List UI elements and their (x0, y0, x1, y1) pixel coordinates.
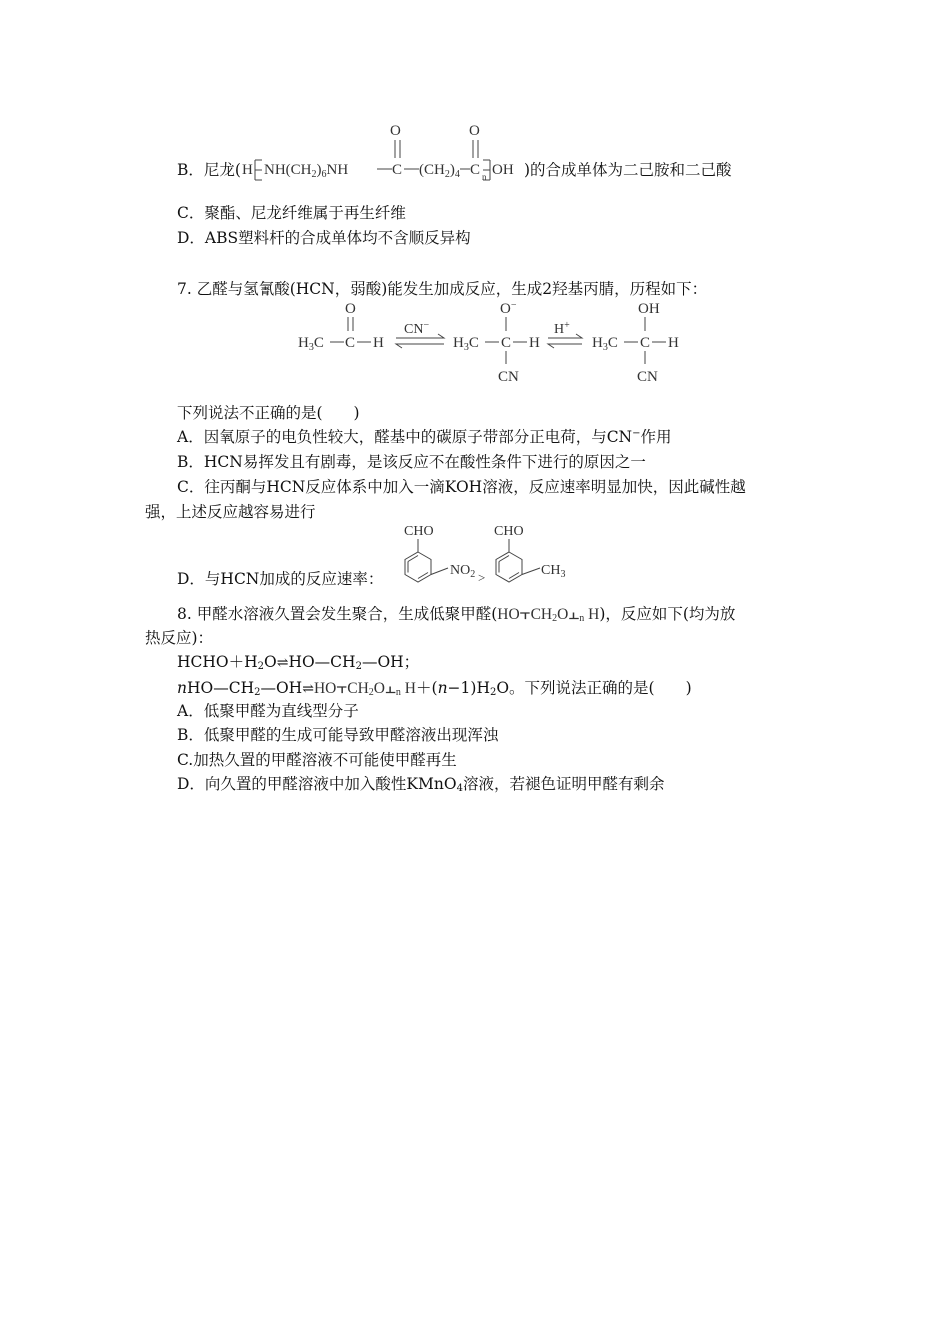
q6-option-d: D．ABS塑料杆的合成单体均不含顺反异构 (177, 229, 471, 247)
scheme-h-plus: H+ (554, 320, 570, 337)
nylon-oh: OH (492, 162, 514, 178)
q7-ask: 下列说法不正确的是( ) (177, 404, 360, 422)
q7-option-a-text: A．因氧原子的电负性较大，醛基中的碳原子带部分正电荷，与CN (177, 428, 633, 446)
scheme-cn-minus: CN− (404, 320, 430, 337)
ring1-no2: $NO_2$ (450, 563, 476, 580)
nylon-carbonyl-o2: O (469, 123, 480, 139)
eq2-equilibrium-arrow: ⇌ (302, 681, 314, 697)
eq2-poly-sub: 2 (368, 687, 374, 698)
poly-ch: CH (530, 606, 553, 623)
nylon-ch2-4: $(CH_2)_4$ (419, 162, 460, 180)
scheme-h-3: H (668, 335, 679, 351)
ring2-double-bonds (499, 556, 519, 579)
scheme-c-3: C (640, 335, 651, 351)
scheme-h3c-2: $H_3C$ (453, 335, 479, 353)
eq2-poly-ch: CH (347, 680, 369, 697)
scheme-cn-2: CN (637, 369, 658, 385)
ring1-double-bonds (408, 556, 428, 579)
eq2-water: −1)H (447, 679, 490, 697)
scheme-c-1: C (345, 335, 356, 351)
q8-option-d-end: 溶液，若褪色证明甲醛有剩余 (462, 775, 665, 793)
ring2-hexagon (496, 552, 522, 582)
scheme-double-bond (348, 317, 353, 331)
q6-option-b-suffix: )的合成单体为二己胺和二己酸 (524, 161, 732, 179)
q8-option-b: B．低聚甲醛的生成可能导致甲醛溶液出现浑浊 (177, 726, 499, 744)
ring2-ch3-bond (522, 568, 540, 575)
q7-option-a-end: 作用 (640, 428, 672, 446)
eq2-sub: 2 (254, 687, 261, 698)
scheme-oh: OH (638, 301, 660, 317)
comparison-greater-than: > (478, 570, 486, 585)
eq1-sub: 2 (257, 661, 264, 672)
eq2-poly-right-bracket: ⫠ (385, 677, 396, 697)
ring2-ch3: $CH_3$ (541, 563, 566, 580)
eq1-sub-2: 2 (355, 661, 362, 672)
scheme-arrow-back-2 (548, 344, 582, 348)
nylon-carbonyl-c1: C (392, 162, 403, 178)
eq2-poly-n: n (395, 687, 401, 698)
nylon-carbonyl-c2: C (470, 162, 481, 178)
q8-option-a: A．低聚甲醛为直线型分子 (177, 702, 359, 720)
ring1-cho: CHO (404, 524, 434, 539)
scheme-cn-1: CN (498, 369, 519, 385)
nylon-nh-ch2: $NH(CH_2)_6NH$ (264, 162, 349, 180)
scheme-h3c-1: $H_3C$ (298, 335, 324, 353)
q7-option-c-line1: C．往丙酮与HCN反应体系中加入一滴KOH溶液，反应速率明显加快，因此碱性越 (177, 478, 746, 496)
q6-option-b-prefix: B．尼龙( (177, 161, 241, 179)
q8-option-d-text: D．向久置的甲醛溶液中加入酸性KMnO (177, 775, 457, 793)
polyoxymethylene-formula (497, 603, 600, 624)
eq2-poly-h: H (404, 680, 416, 697)
poly-sub-2: 2 (552, 613, 558, 624)
eq2-plus: ＋( (416, 679, 438, 697)
ring1-no2-bond (431, 568, 448, 575)
nylon-left-bracket (255, 160, 262, 180)
poly-o: O (557, 606, 569, 623)
scheme-arrow-back-1 (396, 344, 444, 348)
scheme-h-1: H (373, 335, 384, 351)
q8-stem-end: )，反应如下(均为放 (599, 605, 736, 623)
eq2-ask: O。下列说法正确的是( ) (496, 679, 692, 697)
poly-right-bracket: ⫠ (568, 603, 580, 623)
nylon-n: n (482, 172, 487, 182)
q8-equation-2 (177, 677, 692, 699)
q8-equation-1 (177, 652, 419, 673)
scheme-c-2: C (501, 335, 512, 351)
scheme-o-1: O (345, 301, 356, 317)
q8-option-d-sub: 4 (456, 783, 463, 794)
ring1-hexagon (405, 552, 431, 582)
nylon-structure (242, 118, 542, 188)
nylon-carbonyl-o1: O (390, 123, 401, 139)
eq2-n-2: n (437, 679, 448, 697)
eq2-water-sub: 2 (489, 687, 497, 698)
poly-h: H (588, 606, 600, 623)
q7-option-a-sup: − (632, 428, 641, 439)
eq2-polymer (313, 677, 416, 698)
eq2-poly-o: O (373, 680, 385, 697)
eq1-product: HO—CH (288, 653, 356, 671)
q7-reaction-scheme (298, 298, 698, 388)
eq2-poly-left-bracket: ⫟ (336, 677, 348, 697)
eq1-equilibrium-arrow: ⇌ (276, 655, 289, 671)
q7-stem: 7. 乙醛与氢氰酸(HCN，弱酸)能发生加成反应，生成2羟基丙腈，历程如下： (177, 280, 708, 298)
poly-n: n (579, 613, 585, 624)
poly-ho: HO (497, 606, 520, 623)
eq1-product-end: —OH； (361, 653, 420, 671)
q7-option-c-line2: 强，上述反应越容易进行 (145, 503, 316, 521)
nylon-double-bond-2 (473, 140, 478, 158)
q8-option-d (177, 774, 664, 794)
q8-stem-line2: 热反应)： (145, 629, 214, 647)
q7-option-d: D．与HCN加成的反应速率： (177, 570, 384, 588)
scheme-h-2: H (529, 335, 540, 351)
q8-stem-line1 (177, 603, 735, 625)
eq1-o: O (264, 653, 277, 671)
q8-stem-text: 8. 甲醛水溶液久置会发生聚合，生成低聚甲醛( (177, 605, 498, 623)
q6-option-c: C．聚酯、尼龙纤维属于再生纤维 (177, 204, 406, 222)
eq2-reactant: HO—CH (186, 679, 255, 697)
q7-benzaldehyde-comparison (398, 518, 588, 588)
q6-option-b (177, 160, 241, 180)
scheme-h3c-3: $H_3C$ (592, 335, 618, 353)
eq1-reactants: HCHO＋H (177, 653, 258, 671)
q8-option-c: C.加热久置的甲醛溶液不可能使甲醛再生 (177, 751, 457, 769)
eq2-reactant-end: —OH (260, 679, 303, 697)
nylon-h: H (242, 162, 253, 178)
nylon-double-bond-1 (395, 140, 400, 158)
ring2-cho: CHO (494, 524, 524, 539)
eq2-n: n (177, 679, 187, 697)
poly-left-bracket: ⫟ (519, 603, 531, 623)
q7-option-a (177, 427, 672, 447)
q7-option-b: B．HCN易挥发且有剧毒，是该反应不在酸性条件下进行的原因之一 (177, 453, 646, 471)
eq2-poly-ho: HO (313, 680, 337, 697)
scheme-o-minus: O− (500, 300, 517, 317)
